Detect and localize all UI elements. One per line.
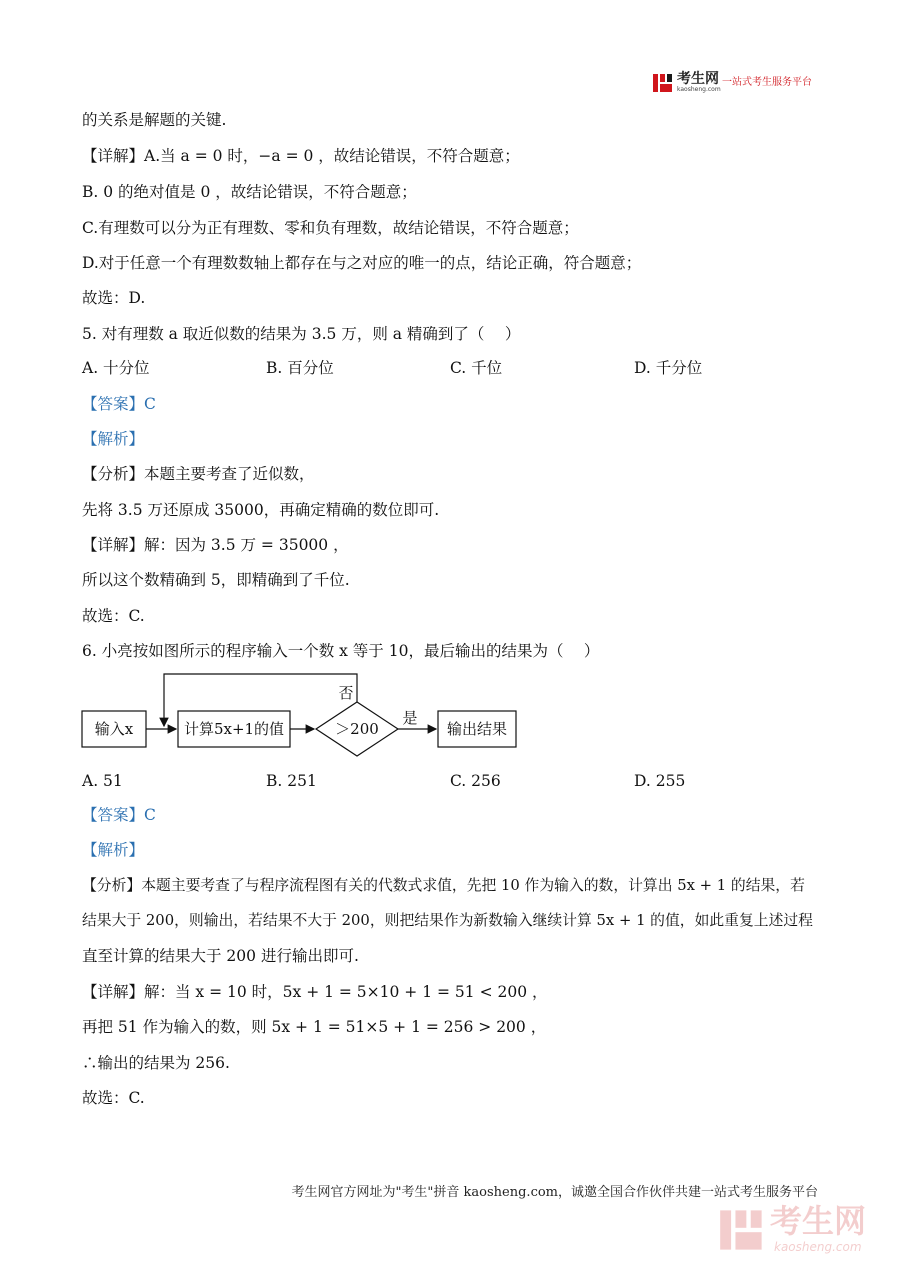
text-line: 故选：C. xyxy=(82,1089,145,1107)
logo-slogan: 一站式考生服务平台 xyxy=(722,77,812,88)
option-c: C. 256 xyxy=(450,772,501,790)
text-line: 结果大于 200，则输出，若结果不大于 200，则把结果作为新数输入继续计算 5x + 1 的值，如此重复上述过程 xyxy=(82,912,813,929)
text-line: 【详解】解：当 x = 10 时，5x + 1 = 5×10 + 1 = 51 < 200 ， xyxy=(82,983,548,1001)
footer-text: 考生网官方网址为"考生"拼音 kaosheng.com，诚邀全国合作伙伴共建一站式考生服务平台 xyxy=(291,1185,818,1200)
kaosheng-logo-icon xyxy=(652,72,674,94)
text-line: C.有理数可以分为正有理数、零和负有理数，故结论错误，不符合题意； xyxy=(82,219,579,237)
text-line: 【详解】A.当 a = 0 时，−a = 0 ，故结论错误，不符合题意； xyxy=(82,147,520,165)
text-line: B. 0 的绝对值是 0 ，故结论错误，不符合题意； xyxy=(82,183,417,201)
output-label: 输出结果 xyxy=(446,720,508,738)
option-d: D. 255 xyxy=(634,772,686,790)
text-line: ∴输出的结果为 256. xyxy=(82,1054,230,1072)
text-line: 【详解】解：因为 3.5 万 = 35000 ， xyxy=(82,536,349,554)
input-label: 输入x xyxy=(94,720,134,738)
option-b: B. 百分位 xyxy=(266,359,334,377)
decision-label: ＞200 xyxy=(335,720,379,738)
text-line: 所以这个数精确到 5，即精确到了千位. xyxy=(82,571,350,589)
yes-label: 是 xyxy=(402,709,418,727)
compute-label: 计算5x+1的值 xyxy=(183,720,285,738)
text-line: 直至计算的结果大于 200 进行输出即可. xyxy=(82,947,359,965)
logo-name: 考生网 xyxy=(677,71,719,87)
text-line: D.对于任意一个有理数数轴上都存在与之对应的唯一的点，结论正确，符合题意； xyxy=(82,254,642,272)
text-line: 故选：D. xyxy=(82,289,146,307)
watermark-name: 考生网 xyxy=(770,1202,867,1240)
answer-label: 【答案】C xyxy=(82,806,156,824)
text-line: 故选：C. xyxy=(82,607,145,625)
option-b: B. 251 xyxy=(266,772,317,790)
text-line: 的关系是解题的关键. xyxy=(82,111,227,129)
header-logo xyxy=(652,72,822,96)
no-label: 否 xyxy=(338,684,354,702)
question-5: 5. 对有理数 a 取近似数的结果为 3.5 万，则 a 精确到了（ ） xyxy=(82,325,521,343)
answer-label: 【答案】C xyxy=(82,395,156,413)
option-d: D. 千分位 xyxy=(634,359,703,377)
watermark xyxy=(718,1203,888,1259)
option-a: A. 51 xyxy=(82,772,123,790)
logo-domain: kaosheng.com xyxy=(677,86,721,93)
analysis-label: 【解析】 xyxy=(82,841,145,859)
analysis-label: 【解析】 xyxy=(82,430,145,448)
question-6: 6. 小亮按如图所示的程序输入一个数 x 等于 10，最后输出的结果为（ ） xyxy=(82,642,600,660)
text-line: 再把 51 作为输入的数，则 5x + 1 = 51×5 + 1 = 256 > 200 ， xyxy=(82,1018,547,1036)
program-flowchart xyxy=(70,666,530,766)
option-c: C. 千位 xyxy=(450,359,503,377)
text-line: 先将 3.5 万还原成 35000，再确定精确的数位即可. xyxy=(82,501,440,519)
watermark-logo-icon xyxy=(718,1205,766,1255)
option-a: A. 十分位 xyxy=(82,359,150,377)
text-line: 【分析】本题主要考查了与程序流程图有关的代数式求值，先把 10 作为输入的数，计算出 5x + 1 的结果，若 xyxy=(82,877,805,894)
watermark-domain: kaosheng.com xyxy=(774,1240,862,1254)
text-line: 【分析】本题主要考查了近似数， xyxy=(82,465,315,483)
